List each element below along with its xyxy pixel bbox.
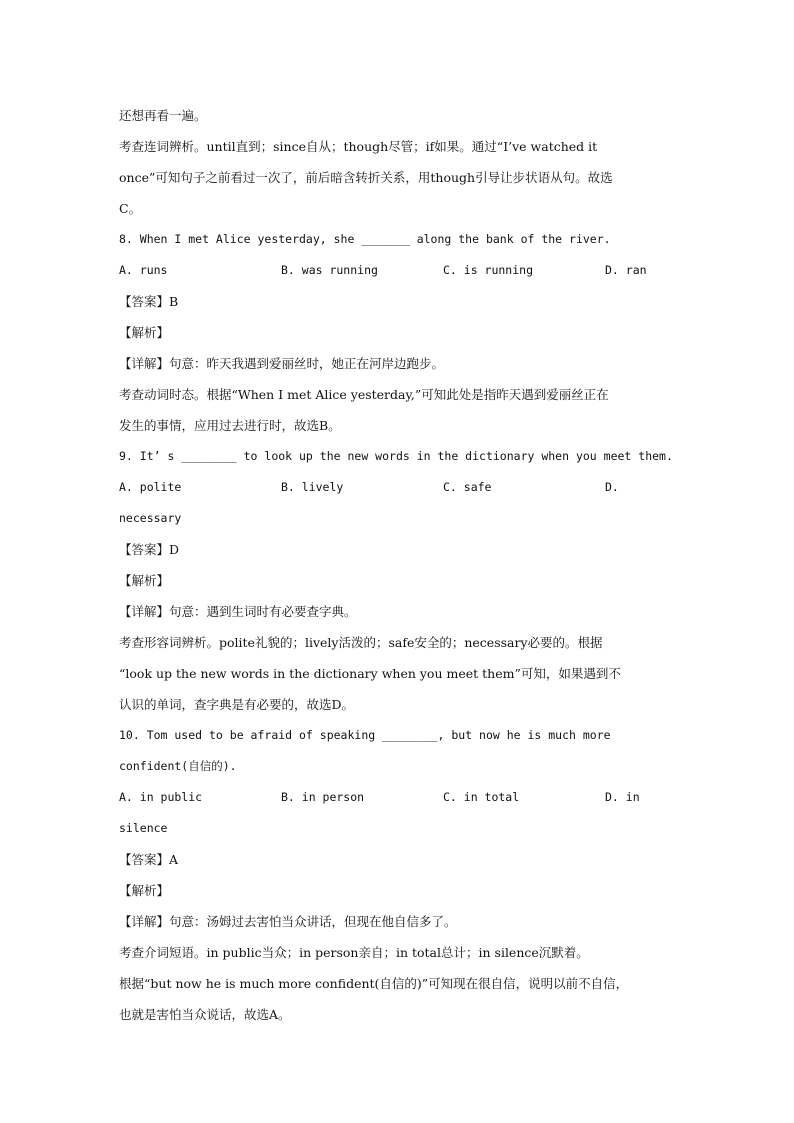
option-d-continuation: necessary: [119, 511, 182, 525]
text-line: 考查连词辨析。until直到；since自从；though尽管；if如果。通过“I’ve watched it: [119, 139, 598, 154]
question-8: 8. When I met Alice yesterday, she _______ along the bank of the river.: [119, 232, 611, 246]
option-d-continuation: silence: [119, 821, 168, 835]
option-a: A. runs: [119, 263, 168, 277]
analysis-heading: 【解析】: [119, 573, 170, 588]
question-10: 10. Tom used to be afraid of speaking ________, but now he is much more: [119, 728, 611, 742]
option-b: B. was running: [281, 263, 378, 277]
text-line: C。: [119, 201, 142, 216]
question-9: 9. It’ s ________ to look up the new words in the dictionary when you meet them.: [119, 449, 673, 463]
option-a: A. polite: [119, 480, 182, 494]
text-line: 考查形容词辨析。polite礼貌的；lively活泼的；safe安全的；necessary必要的。根据: [119, 635, 603, 650]
option-b: B. lively: [281, 480, 344, 494]
question-9-options: [119, 472, 684, 503]
text-line: 还想再看一遍。: [119, 108, 207, 123]
question-10-continuation: confident(自信的).: [119, 759, 237, 773]
answer-line: 【答案】D: [119, 542, 180, 557]
text-line: 根据“but now he is much more confident(自信的)”可知现在很自信，说明以前不自信，: [119, 976, 629, 991]
option-d: D. ran: [605, 263, 647, 277]
question-8-options: [119, 255, 684, 286]
option-c: C. in total: [443, 790, 520, 804]
option-d: D.: [605, 480, 619, 494]
text-line: 认识的单词，查字典是有必要的，故选D。: [119, 697, 355, 712]
text-line: once”可知句子之前看过一次了，前后暗含转折关系，用though引导让步状语从句。故选: [119, 170, 613, 185]
option-b: B. in person: [281, 790, 365, 804]
answer-line: 【答案】A: [119, 852, 179, 867]
detail-line: 【详解】句意：汤姆过去害怕当众讲话，但现在他自信多了。: [119, 914, 457, 929]
document-page: [119, 100, 684, 1030]
analysis-heading: 【解析】: [119, 883, 170, 898]
analysis-heading: 【解析】: [119, 325, 170, 340]
text-line: 发生的事情，应用过去进行时，故选B。: [119, 418, 341, 433]
text-line: 考查动词时态。根据“When I met Alice yesterday,”可知此处是指昨天遇到爱丽丝正在: [119, 387, 609, 402]
text-line: “look up the new words in the dictionary when you meet them”可知，如果遇到不: [119, 666, 621, 681]
option-d: D. in: [605, 790, 640, 804]
text-line: 考查介词短语。in public当众；in person亲自；in total总计；in silence沉默着。: [119, 945, 589, 960]
option-a: A. in public: [119, 790, 203, 804]
question-10-options: [119, 782, 684, 813]
detail-line: 【详解】句意：昨天我遇到爱丽丝时，她正在河岸边跑步。: [119, 356, 445, 371]
option-c: C. safe: [443, 480, 492, 494]
detail-line: 【详解】句意：遇到生词时有必要查字典。: [119, 604, 357, 619]
option-c: C. is running: [443, 263, 534, 277]
answer-line: 【答案】B: [119, 294, 179, 309]
text-line: 也就是害怕当众说话，故选A。: [119, 1007, 291, 1022]
